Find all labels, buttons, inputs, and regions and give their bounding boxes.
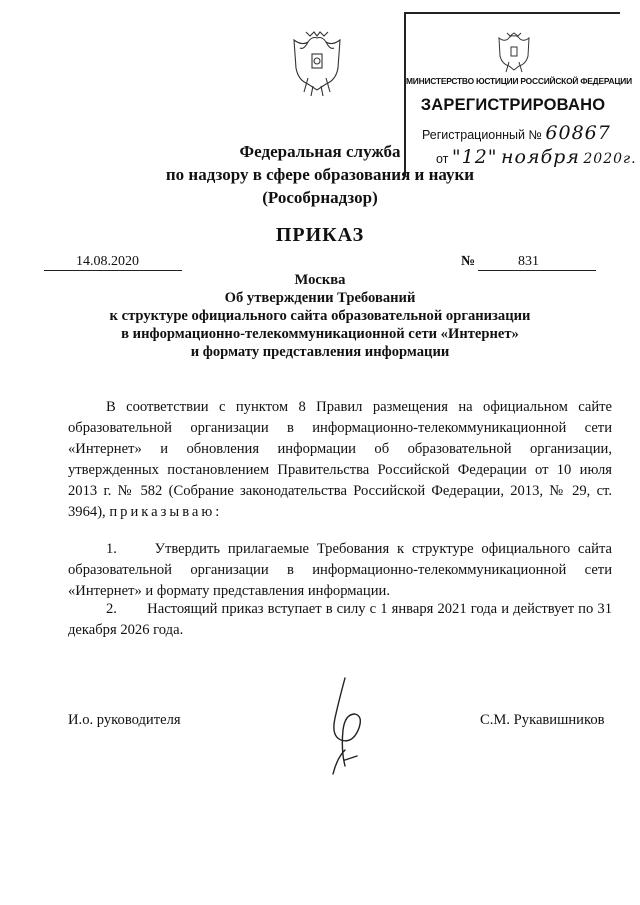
order-number-sign: № (461, 254, 476, 269)
stamp-date-month: ноября (501, 146, 580, 168)
stamp-date-prefix: от (436, 152, 449, 166)
stamp-date-year: 2020г. (583, 151, 637, 167)
stamp-status: ЗАРЕГИСТРИРОВАНО (420, 96, 606, 114)
order-city: Москва (294, 272, 346, 288)
stamp-coat-of-arms-icon (494, 30, 534, 74)
agency-line-1: Федеральная служба (239, 142, 401, 161)
preamble-text: В соответствии с пунктом 8 Правил размещения на официальном сайте образовательной организации в информационно-телекоммуникационной сети «Интернет» и обновления информации об образовательной организации, утвержденных постановлением Правительства Российской Федерации от 10 июля 2013 г. № 582 (Собрание законодательства Российской Федерации, 2013, № 29, ст. 3964), (68, 399, 612, 520)
stamp-reg-label: Регистрационный № (422, 128, 542, 142)
item-1-text: Утвердить прилагаемые Требования к структуре официального сайта образовательной организации в информационно-телекоммуникационной сети «Интернет» и формату представления информации. (68, 541, 612, 599)
preamble-paragraph (68, 397, 612, 523)
stamp-registration-line (422, 122, 611, 144)
agency-line-3: (Рособрнадзор) (262, 188, 378, 207)
decree-word: приказываю: (109, 504, 223, 520)
item-2-text: Настоящий приказ вступает в силу с 1 января 2021 года и действует по 31 декабря 2026 года. (68, 601, 612, 638)
number-underline (478, 270, 596, 271)
stamp-date-day: "12" (451, 146, 498, 168)
document-title: ПРИКАЗ (275, 224, 365, 246)
order-number: 831 (518, 254, 539, 269)
item-1-number: 1. (106, 541, 117, 557)
signatory-name: С.М. Рукавишников (480, 712, 605, 728)
item-2-number: 2. (106, 601, 117, 617)
order-date: 14.08.2020 (76, 254, 139, 269)
item-1-paragraph (68, 539, 612, 602)
coat-of-arms-icon (286, 28, 348, 98)
subject-line-2: к структуре официального сайта образовательной организации (109, 308, 531, 324)
subject-line-3: в информационно-телекоммуникационной сети «Интернет» (121, 326, 519, 342)
date-underline (44, 270, 182, 271)
signatory-role: И.о. руководителя (68, 712, 181, 728)
handwritten-signature-icon (315, 670, 385, 780)
agency-line-2: по надзору в сфере образования и науки (165, 165, 475, 184)
item-2-paragraph (68, 599, 612, 641)
subject-line-4: и формату представления информации (190, 344, 450, 360)
subject-line-1: Об утверждении Требований (224, 290, 416, 306)
stamp-ministry-name: МИНИСТЕРСТВО ЮСТИЦИИ РОССИЙСКОЙ ФЕДЕРАЦИИ (406, 76, 632, 86)
stamp-reg-number: 60867 (545, 122, 611, 144)
